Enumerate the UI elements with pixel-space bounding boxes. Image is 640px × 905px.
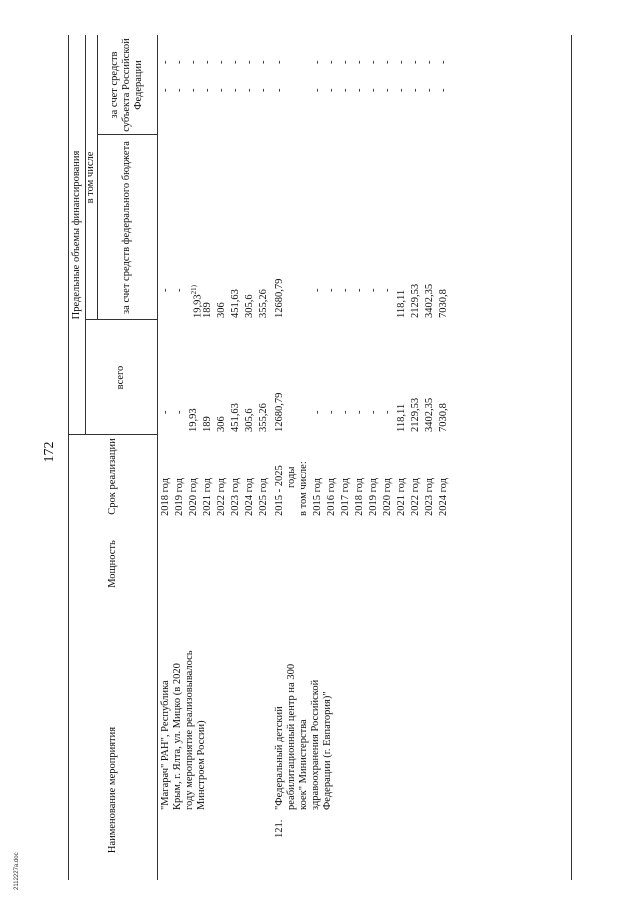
entry-2-row-term: 2017 год: [340, 478, 351, 516]
entry-1-row-total: 19,93: [188, 408, 199, 432]
entry-2-row-extra: -: [424, 60, 435, 64]
entry-1-row-regional: -: [160, 88, 171, 92]
entry-1-row-term: 2025 год: [258, 478, 269, 516]
entry-2-row-total: 7030,8: [438, 403, 449, 432]
entry-1-row-term: 2023 год: [230, 478, 241, 516]
entry-2-row-federal: -: [312, 288, 323, 292]
entry-1-row-total: 451,63: [230, 403, 241, 432]
header-federal: за счет средств федерального бюджета: [121, 141, 132, 314]
entry-1-row-extra: -: [244, 60, 255, 64]
rotated-table: [68, 35, 573, 880]
entry-1-row-extra: -: [202, 60, 213, 64]
header-term: Срок реализации: [106, 438, 118, 515]
entry-2-row-extra: -: [354, 60, 365, 64]
entry-2-term-range: 2015 - 2025: [274, 465, 285, 516]
entry-1-row-regional: -: [202, 88, 213, 92]
entry-1-row-regional: -: [174, 88, 185, 92]
entry-2-row-regional: -: [368, 88, 379, 92]
entry-2-row-total: 3402,35: [424, 397, 435, 432]
entry-1-row-total: 355,26: [258, 403, 269, 432]
entry-2-row-extra: -: [410, 60, 421, 64]
entry-1-row-regional: -: [258, 88, 269, 92]
entry-1-row-total: 189: [202, 416, 213, 432]
entry-1-row-federal: -: [174, 288, 185, 292]
header-capacity: Мощность: [106, 540, 118, 588]
entry-2-row-total: 118,11: [396, 403, 407, 432]
entry-2-row-total: 2129,53: [410, 397, 421, 432]
entry-1-row-term: 2024 год: [244, 478, 255, 516]
entry-1-row-federal: -: [160, 288, 171, 292]
entry-2-row-regional: -: [354, 88, 365, 92]
entry-2-row-term: 2016 год: [326, 478, 337, 516]
entry-2-term-years: годы: [286, 466, 297, 488]
entry-2-row-federal: -: [326, 288, 337, 292]
entry-1-row-extra: -: [258, 60, 269, 64]
entry-1-row-extra: -: [216, 60, 227, 64]
entry-2-row-term: 2024 год: [438, 478, 449, 516]
entry-1-name: "Магарач" РАН", Республика Крым, г. Ялта, ул. Мицко (в 2020 году мероприятие реализовывалось Минстроем России): [160, 650, 207, 810]
table-bottom-rule: [571, 35, 572, 880]
entry-2-row-term: 2020 год: [382, 478, 393, 516]
header-regional: за счет средств субъекта Российской Федерации: [109, 38, 144, 132]
entry-2-row-term: 2018 год: [354, 478, 365, 516]
entry-2-row-total: -: [326, 410, 337, 414]
entry-2-row-federal: -: [368, 288, 379, 292]
header-total: всего: [115, 365, 126, 390]
entry-1-row-term: 2019 год: [174, 478, 185, 516]
entry-1-row-regional: -: [230, 88, 241, 92]
entry-2-row-term: 2022 год: [410, 478, 421, 516]
entry-2-federal: 12680,79: [274, 278, 285, 318]
header-limits: Предельные объемы финансирования: [71, 150, 82, 320]
entry-2-row-extra: -: [396, 60, 407, 64]
entry-1-row-regional: -: [188, 88, 199, 92]
entry-2-including: в том числе:: [298, 461, 309, 516]
entry-1-row-federal: 19,93$^{21)}$: [190, 285, 204, 318]
entry-2-name: "Федеральный детский реабилитационный центр на 300 коек" Министерства здравоохранения Российской Федерации (г. Евпатория)": [274, 663, 333, 810]
entry-2-row-regional: -: [396, 88, 407, 92]
entry-1-row-extra: -: [230, 60, 241, 64]
entry-2-row-extra: -: [326, 60, 337, 64]
entry-1-row-regional: -: [216, 88, 227, 92]
entry-1-row-regional: -: [244, 88, 255, 92]
entry-2-row-total: -: [312, 410, 323, 414]
entry-1-row-total: -: [174, 410, 185, 414]
header-including: в том числе: [85, 151, 96, 204]
entry-2-row-regional: -: [312, 88, 323, 92]
entry-1-row-total: -: [160, 410, 171, 414]
entry-2-regional: -: [274, 88, 285, 92]
entry-2-row-term: 2019 год: [368, 478, 379, 516]
entry-1-row-federal: 189: [202, 302, 213, 318]
entry-2-row-federal: 118,11: [396, 289, 407, 318]
page-number: 172: [42, 441, 57, 463]
footer-filename: 2112227a.doc: [14, 852, 20, 890]
entry-2-row-regional: -: [340, 88, 351, 92]
entry-2-row-total: -: [368, 410, 379, 414]
entry-2-row-federal: -: [382, 288, 393, 292]
entry-2-row-regional: -: [438, 88, 449, 92]
entry-2-total: 12680,79: [274, 392, 285, 432]
entry-1-row-total: 306: [216, 416, 227, 432]
header-bottom-rule: [157, 35, 158, 880]
entry-2-row-extra: -: [312, 60, 323, 64]
entry-2-row-term: 2015 год: [312, 478, 323, 516]
entry-2-row-total: -: [340, 410, 351, 414]
entry-2-row-term: 2021 год: [396, 478, 407, 516]
entry-1-row-extra: -: [160, 60, 171, 64]
entry-2-row-federal: -: [354, 288, 365, 292]
entry-1-row-federal: 306: [216, 302, 227, 318]
entry-1-row-term: 2022 год: [216, 478, 227, 516]
entry-1-row-term: 2021 год: [202, 478, 213, 516]
entry-2-row-extra: -: [340, 60, 351, 64]
entry-2-row-extra: -: [382, 60, 393, 64]
entry-1-row-federal: 355,26: [258, 289, 269, 318]
entry-1-row-term: 2018 год: [160, 478, 171, 516]
entry-2-row-federal: -: [340, 288, 351, 292]
entry-2-extra: -: [274, 60, 285, 64]
entry-2-row-total: -: [382, 410, 393, 414]
entry-2-number: 121.: [274, 819, 285, 838]
entry-2-row-total: -: [354, 410, 365, 414]
entry-2-row-regional: -: [382, 88, 393, 92]
entry-2-row-regional: -: [410, 88, 421, 92]
entry-2-row-regional: -: [326, 88, 337, 92]
header-name: Наименование мероприятия: [106, 726, 118, 854]
entry-1-row-extra: -: [188, 60, 199, 64]
entry-1-row-total: 305,6: [244, 408, 255, 432]
entry-1-row-term: 2020 год: [188, 478, 199, 516]
entry-2-row-term: 2023 год: [424, 478, 435, 516]
entry-2-row-extra: -: [438, 60, 449, 64]
entry-2-row-federal: 2129,53: [410, 283, 421, 318]
entry-2-row-federal: 7030,8: [438, 289, 449, 318]
entry-1-row-federal: 451,63: [230, 289, 241, 318]
footnote-marker: 21): [190, 285, 198, 295]
entry-1-row-extra: -: [174, 60, 185, 64]
entry-1-row-federal: 305,6: [244, 294, 255, 318]
entry-2-row-extra: -: [368, 60, 379, 64]
entry-2-row-regional: -: [424, 88, 435, 92]
entry-2-row-federal: 3402,35: [424, 283, 435, 318]
